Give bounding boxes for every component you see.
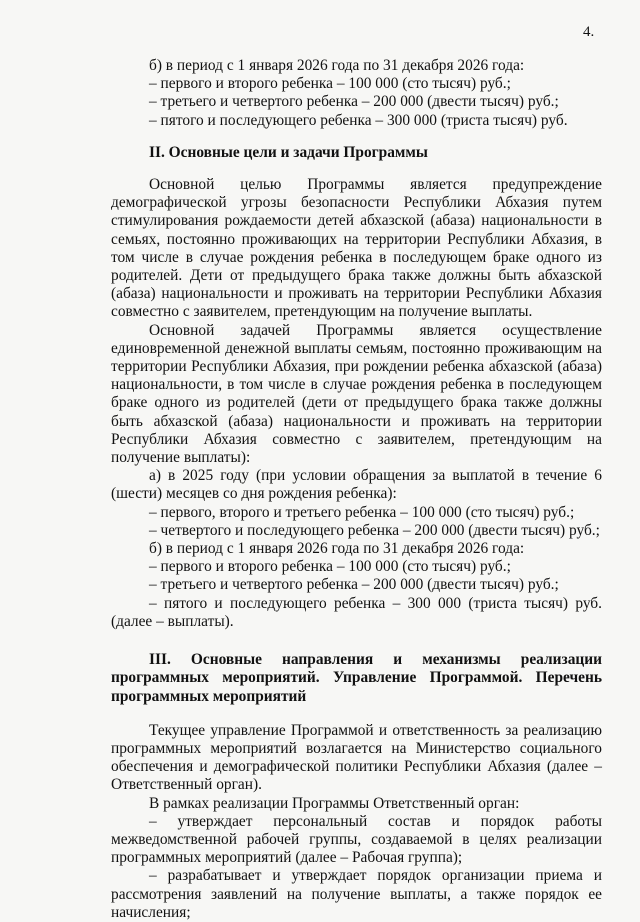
list-item: – разрабатывает и утверждает порядок организации приема и рассмотрения заявлений на получение выплаты, а также порядок ее начисления; bbox=[111, 867, 602, 921]
paragraph: Текущее управление Программой и ответственность за реализацию программных мероприятий возлагается на Министерство социального обеспечения и демографической политики Республики Абхазия (далее – Ответственный орган). bbox=[111, 721, 602, 794]
list-item: – третьего и четвертого ребенка – 200 000 (двести тысяч) руб.; bbox=[149, 93, 559, 111]
section-3 bbox=[111, 651, 602, 922]
paragraph: Основной задачей Программы является осуществление единовременной денежной выплаты семьям, постоянно проживающим на территории Республики Абхазия, при рождении ребенка абхазской (абаза) национальности, в том числе в случае рождения ребенка в последующем браке одного из родителей (дети от предыдущего брака также должны быть абхазской (абаза) национальности и проживать на территории Республики Абхазия совместно с заявителем, претендующим на получение выплаты): bbox=[111, 321, 602, 467]
list-item: – пятого и последующего ребенка – 300 000 (триста тысяч) руб. bbox=[149, 111, 568, 129]
list-item: – третьего и четвертого ребенка – 200 000 (двести тысяч) руб.; bbox=[149, 576, 559, 594]
list-item: – четвертого и последующего ребенка – 200 000 (двести тысяч) руб.; bbox=[149, 521, 600, 539]
page-number: 4. bbox=[583, 24, 595, 40]
list-item: – пятого и последующего ребенка – 300 000 (триста тысяч) руб. (далее – выплаты). bbox=[111, 594, 602, 630]
list-item: – первого и второго ребенка – 100 000 (сто тысяч) руб.; bbox=[149, 558, 511, 576]
section-heading: II. Основные цели и задачи Программы bbox=[149, 143, 428, 161]
list-intro: б) в период с 1 января 2026 года по 31 декабря 2026 года: bbox=[149, 57, 525, 74]
section-heading: III. Основные направления и механизмы реализации программных мероприятий. Управление Программой. Перечень программных мероприятий bbox=[111, 651, 602, 705]
paragraph: В рамках реализации Программы Ответственный орган: bbox=[149, 794, 520, 812]
top-payment-list bbox=[111, 57, 602, 130]
document-body bbox=[111, 57, 602, 922]
list-intro: б) в период с 1 января 2026 года по 31 декабря 2026 года: bbox=[149, 540, 525, 558]
list-item: – утверждает персональный состав и порядок работы межведомственной рабочей группы, создаваемой в целях реализации программных мероприятий (далее – Рабочая группа); bbox=[111, 812, 602, 867]
list-item: – первого, второго и третьего ребенка – 100 000 (сто тысяч) руб.; bbox=[149, 503, 575, 521]
paragraph: Основной целью Программы является предупреждение демографической угрозы безопасности Республики Абхазия путем стимулирования рождаемости детей абхазской (абаза) национальности в семьях, постоянно проживающих на территории Республики Абхазия, в том числе в случае рождения ребенка в последующем браке одного из родителей. Дети от предыдущего брака также должны быть абхазской (абаза) национальности и проживать на территории Республики Абхазия совместно с заявителем, претендующим на получение выплаты. bbox=[111, 176, 602, 321]
list-item: – первого и второго ребенка – 100 000 (сто тысяч) руб.; bbox=[149, 75, 511, 93]
section-2 bbox=[111, 144, 602, 631]
list-intro: а) в 2025 году (при условии обращения за выплатой в течение 6 (шести) месяцев со дня рождения ребенка): bbox=[111, 467, 602, 503]
